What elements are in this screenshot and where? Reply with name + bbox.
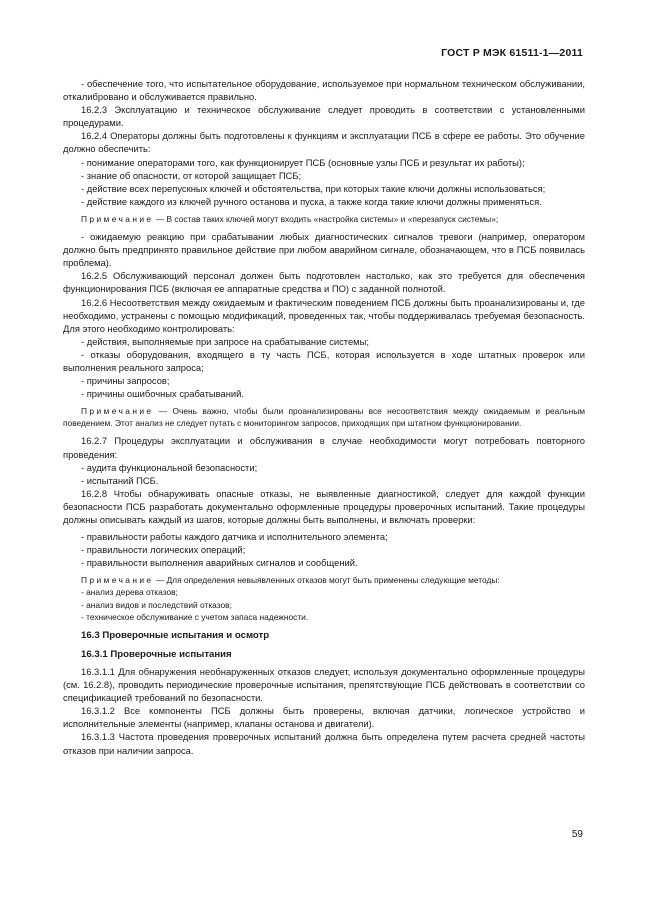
list-item: - ожидаемую реакцию при срабатывании любых диагностических сигналов тревоги (например, оператором должно быть предпринято правильное действие при любом аварийном сигнале, обозначающем, что в ПСБ появилась проблема). (63, 231, 585, 269)
list-item: - причины ошибочных срабатываний. (81, 388, 244, 400)
list-item: - правильности работы каждого датчика и исполнительного элемента; (81, 531, 388, 543)
paragraph: 16.2.8 Чтобы обнаруживать опасные отказы, не выявленные диагностикой, следует для каждой функции безопасности ПСБ разработать документально оформленные процедуры проверочных испытаний. Такие процедуры должны описывать каждый из шагов, которые должны быть выполнены, и включать проверки: (63, 487, 585, 525)
document-code-header: ГОСТ Р МЭК 61511-1—2011 (441, 47, 583, 59)
note-list-item: - техническое обслуживание с учетом запаса надежности. (81, 611, 309, 622)
list-item: - испытаний ПСБ. (81, 474, 159, 486)
list-item: - действие всех перепускных ключей и обстоятельства, при которых такие ключи должны использоваться; (81, 182, 546, 194)
paragraph: 16.2.6 Несоответствия между ожидаемым и фактическим поведением ПСБ должны быть проанализированы и, где необходимо, устранены с помощью модификаций, проведенных так, чтобы поддерживалась требуемая безопасность. Для этого необходимо контролировать: (63, 296, 585, 334)
note (63, 405, 585, 429)
list-item: - знание об опасности, от которой защищает ПСБ; (81, 169, 302, 181)
subsection-heading: 16.3.1 Проверочные испытания (81, 648, 232, 660)
note-label: Примечание (81, 406, 154, 417)
list-item: - правильности выполнения аварийных сигналов и сообщений. (81, 557, 358, 569)
note-label: Примечание (81, 213, 154, 224)
paragraph: 16.3.1.3 Частота проведения проверочных испытаний должна быть определена путем расчета средней частоты отказов при наличии запроса. (63, 731, 585, 756)
list-item: - действия, выполняемые при запросе на срабатывание системы; (81, 335, 369, 347)
list-item: - действие каждого из ключей ручного останова и пуска, а также когда такие ключи должны применяться. (81, 195, 542, 207)
list-item: - отказы оборудования, входящего в ту часть ПСБ, которая используется в ходе штатных проверок или выполнения реального запроса; (63, 348, 585, 373)
note (63, 574, 585, 586)
paragraph: 16.2.7 Процедуры эксплуатации и обслуживания в случае необходимости могут потребовать повторного проведения: (63, 435, 585, 460)
list-item: - понимание операторами того, как функционирует ПСБ (основные узлы ПСБ и результат их работы); (81, 156, 525, 168)
paragraph: 16.3.1.1 Для обнаружения необнаруженных отказов следует, используя документально оформленные процедуры (см. 16.2.8), проводить периодические проверочные испытания, препятствующие ПСБ действовать в соответствии со спецификацией требований по безопасности. (63, 665, 585, 704)
note-list-item: - анализ видов и последствий отказов; (81, 599, 232, 610)
note-label: Примечание (81, 575, 154, 586)
list-item: - причины запросов; (81, 375, 170, 387)
document-body (63, 77, 585, 757)
note (63, 213, 585, 225)
paragraph: 16.2.3 Эксплуатацию и техническое обслуживание следует проводить в соответствии с установленными процедурами. (63, 104, 585, 129)
page-number: 59 (571, 829, 583, 840)
note-text: — В состав таких ключей могут входить «настройка системы» и «перезапуск системы»; (153, 213, 499, 224)
paragraph: 16.3.1.2 Все компоненты ПСБ должны быть проверены, включая датчики, логическое устройство и исполнительные элементы (например, клапаны останова и двигатели). (63, 705, 585, 730)
note-list-item: - анализ дерева отказов; (81, 587, 178, 598)
section-heading: 16.3 Проверочные испытания и осмотр (81, 629, 270, 641)
paragraph: 16.2.4 Операторы должны быть подготовлены к функциям и эксплуатации ПСБ в сфере ее работы. Это обучение должно обеспечить: (63, 130, 585, 155)
paragraph: - обеспечение того, что испытательное оборудование, используемое при нормальном техническом обслуживании, откалибровано и обслуживается правильно. (63, 78, 585, 103)
note-text: — Очень важно, чтобы были проанализированы все несоответствия между ожидаемым и реальным поведением. Этот анализ не следует путать с мониторингом запросов, приходящих при штатном функционировании. (63, 406, 585, 429)
paragraph: 16.2.5 Обслуживающий персонал должен быть подготовлен настолько, как это требуется для обеспечения функционирования ПСБ (включая ее аппаратные средства и ПО) с заданной полнотой. (63, 270, 585, 295)
list-item: - правильности логических операций; (81, 544, 246, 556)
note-text: — Для определения невыявленных отказов могут быть применены следующие методы: (153, 575, 500, 586)
list-item: - аудита функциональной безопасности; (81, 461, 258, 473)
